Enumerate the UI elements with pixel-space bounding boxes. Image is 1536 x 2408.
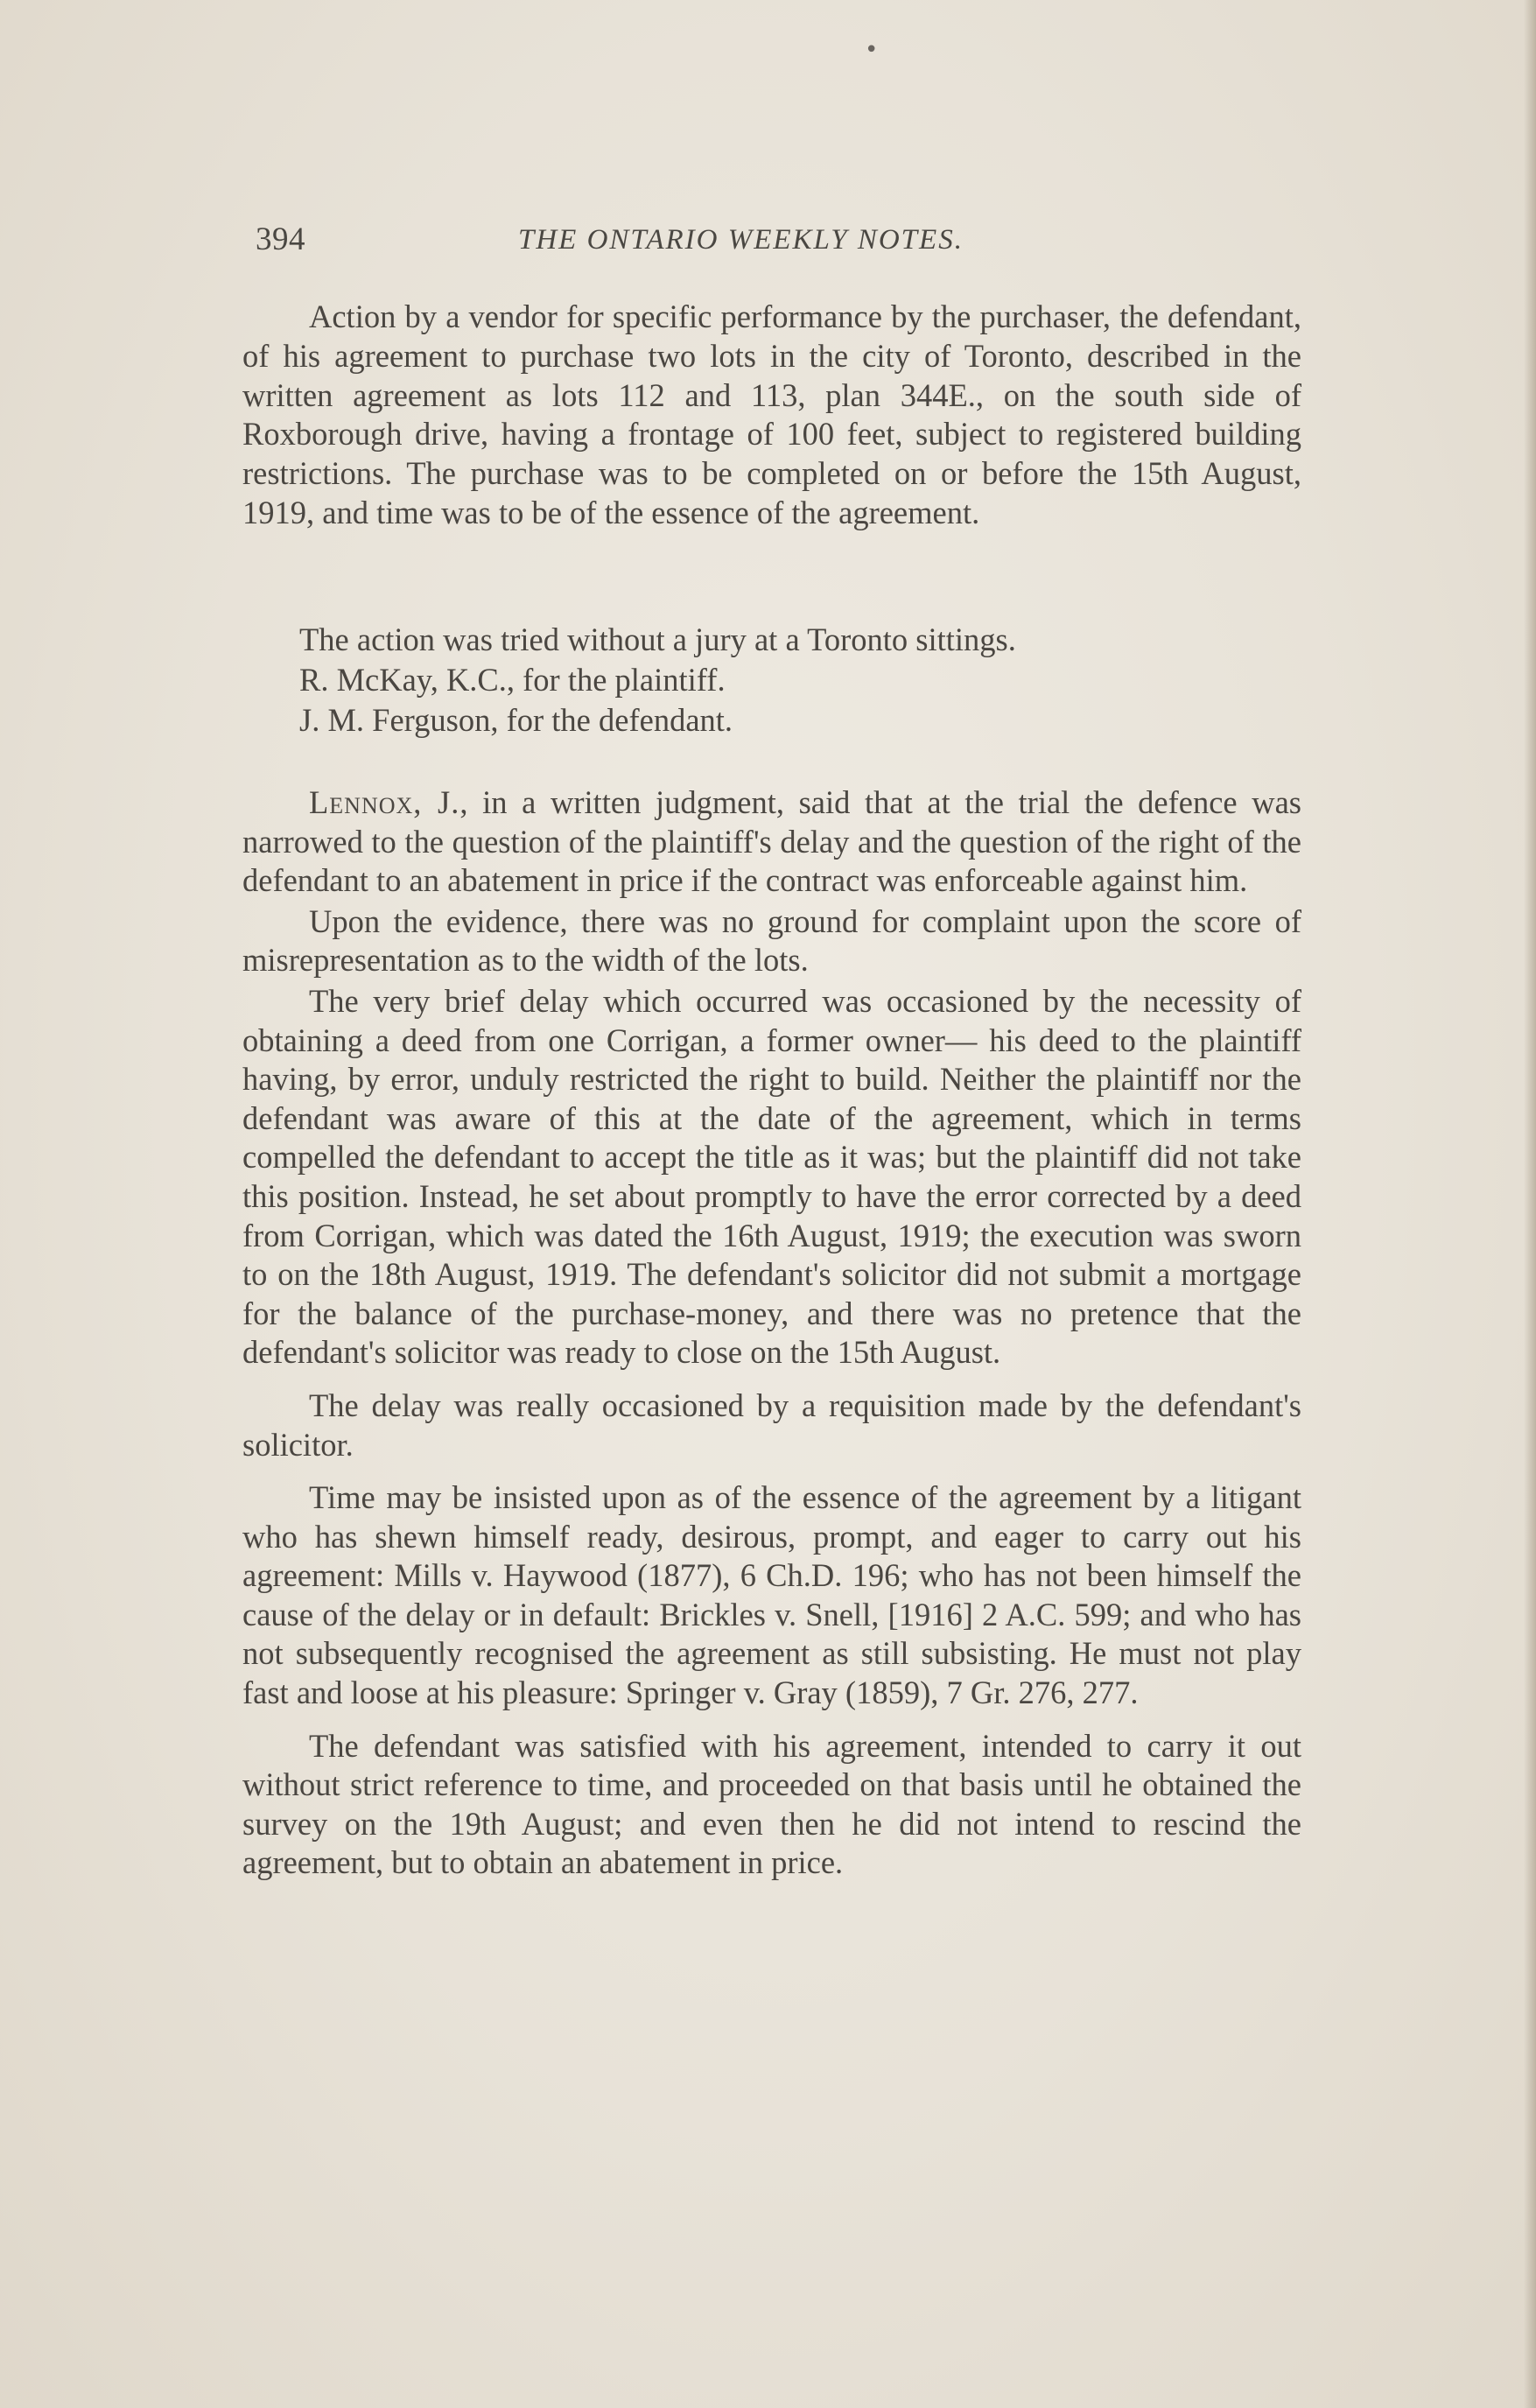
judgment-paragraph-4: The delay was really occasioned by a requisition made by the defendant's solicitor. [242,1387,1301,1463]
case-summary [242,298,1301,533]
page-number: 394 [256,221,305,257]
judgment-paragraph-1-text: , in a written judgment, said that at the trial the defence was narrowed to the question of the plaintiff's delay and the question of the right of the defendant to an abatement in price if the contract was enforceable against him. [242,784,1301,899]
judgment-paragraph-6: The defendant was satisfied with his agreement, intended to carry it out without strict reference to time, and proceeded on that basis until he obtained the survey on the 19th August; and even then he did not intend to rescind the agreement, but to obtain an abatement in price. [242,1727,1301,1881]
summary-paragraph: Action by a vendor for specific performance by the purchaser, the defendant, of his agreement to purchase two lots in the city of Toronto, described in the written agreement as lots 112 and 113, plan 344E., on the south side of Roxborough drive, having a frontage of 100 feet, subject to registered building restrictions. The purchase was to be completed on or before the 15th August, 1919, and time was to be of the essence of the agreement. [242,298,1301,530]
print-speck: • [865,37,879,63]
trial-details [242,620,1301,741]
judge-name: Lennox, J. [309,784,460,820]
page-header [256,221,1301,266]
judgment-paragraph-2: Upon the evidence, there was no ground for complaint upon the score of misrepresentation as to the width of the lots. [242,902,1301,979]
judgment-paragraph-5: Time may be insisted upon as of the essence of the agreement by a litigant who has shewn himself ready, desirous, prompt, and eager to carry out his agreement: Mills v. Haywood (1877), 6 Ch.D. 196; who has not been himself the cause of the delay or in default: Brickles v. Snell, [1916] 2 A.C. 599; and who has not subsequently recognised the agreement as still subsisting. He must not play fast and loose at his pleasure: Springer v. Gray (1859), 7 Gr. 276, 277. [242,1479,1301,1711]
page-edge-shadow [1524,0,1536,2408]
plaintiff-counsel-line: R. McKay, K.C., for the plaintiff. [299,662,726,698]
judgment-paragraph-1 [242,783,1301,901]
trial-venue-line: The action was tried without a jury at a Toronto sittings. [299,621,1016,657]
defendant-counsel-line: J. M. Ferguson, for the defendant. [299,702,733,738]
judgment-paragraph-3: The very brief delay which occurred was occasioned by the necessity of obtaining a deed from one Corrigan, a former owner— his deed to the plaintiff having, by error, unduly restricted the right to build. Neither the plaintiff nor the defendant was aware of this at the date of the agreement, which in terms compelled the defendant to accept the title as it was; but the plaintiff did not take this position. Instead, he set about promptly to have the error corrected by a deed from Corrigan, which was dated the 16th August, 1919; the execution was sworn to on the 18th August, 1919. The defendant's solicitor did not submit a mortgage for the balance of the purchase-money, and there was no pretence that the defendant's solicitor was ready to close on the 15th August. [242,982,1301,1371]
judgment-body [242,783,1301,1883]
running-title: THE ONTARIO WEEKLY NOTES. [518,224,964,256]
